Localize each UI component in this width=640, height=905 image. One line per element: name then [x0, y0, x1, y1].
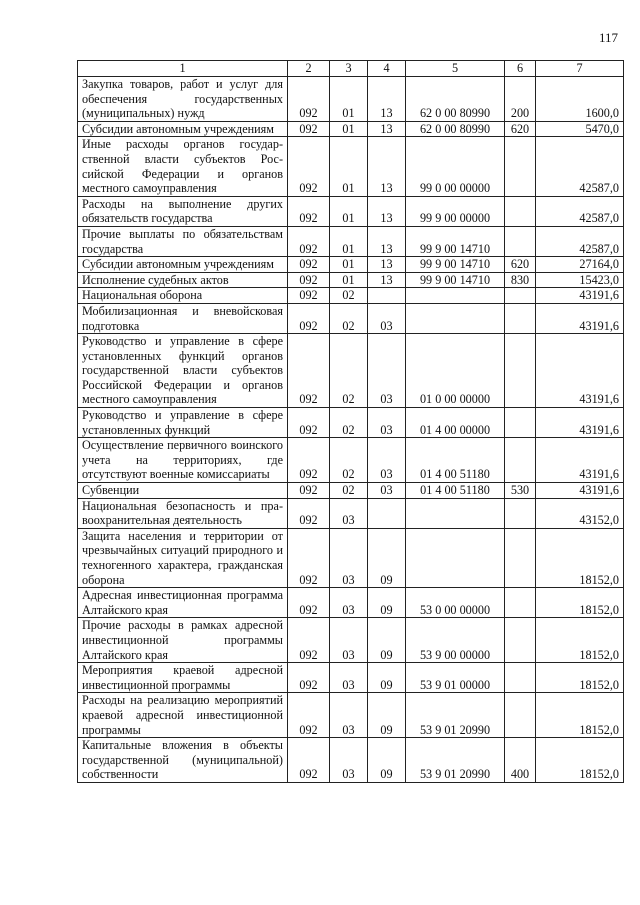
expense-type-cell [505, 438, 536, 483]
header-col-2: 2 [288, 61, 330, 77]
amount-cell: 15423,0 [536, 272, 624, 288]
expense-type-cell [505, 588, 536, 618]
table-row [78, 693, 624, 738]
header-col-5: 5 [406, 61, 505, 77]
department-code-cell: 092 [288, 77, 330, 122]
expense-name-cell: Осуществление первичного воинского учета на территориях, где отсутствуют военные комиссариаты [78, 438, 288, 483]
expense-name-cell: Расходы на выполнение других обязательств государства [78, 196, 288, 226]
department-code-cell: 092 [288, 438, 330, 483]
target-article-cell: 99 9 00 14710 [406, 257, 505, 273]
department-code-cell: 092 [288, 663, 330, 693]
subsection-code-cell: 13 [368, 121, 406, 137]
subsection-code-cell: 03 [368, 303, 406, 333]
expense-type-cell [505, 334, 536, 408]
subsection-code-cell: 13 [368, 196, 406, 226]
expense-type-cell: 400 [505, 738, 536, 783]
expense-name-cell: Иные расходы органов государственной власти субъектов Российской Федерации и органов местного самоуправления [78, 137, 288, 196]
header-col-3: 3 [330, 61, 368, 77]
department-code-cell: 092 [288, 226, 330, 256]
amount-cell: 43191,6 [536, 303, 624, 333]
target-article-cell: 53 9 00 00000 [406, 618, 505, 663]
subsection-code-cell: 13 [368, 137, 406, 196]
table-row [78, 77, 624, 122]
department-code-cell: 092 [288, 288, 330, 304]
table-row [78, 226, 624, 256]
expense-name-cell: Субсидии автономным учреждениям [78, 121, 288, 137]
subsection-code-cell: 13 [368, 226, 406, 256]
expense-name-cell: Субвенции [78, 483, 288, 499]
amount-cell: 43191,6 [536, 438, 624, 483]
expense-name-cell: Руководство и управление в сфере установленных функций органов государственной власти субъектов Российской Федерации и органов местного самоуправления [78, 334, 288, 408]
header-row [78, 61, 624, 77]
target-article-cell: 53 9 01 00000 [406, 663, 505, 693]
section-code-cell: 02 [330, 334, 368, 408]
expense-name-cell: Прочие выплаты по обязательствам государства [78, 226, 288, 256]
section-code-cell: 03 [330, 588, 368, 618]
expense-type-cell [505, 288, 536, 304]
section-code-cell: 03 [330, 693, 368, 738]
target-article-cell: 01 4 00 00000 [406, 408, 505, 438]
table-body [78, 77, 624, 783]
section-code-cell: 03 [330, 498, 368, 528]
section-code-cell: 01 [330, 121, 368, 137]
expense-type-cell [505, 498, 536, 528]
target-article-cell: 99 9 00 14710 [406, 226, 505, 256]
department-code-cell: 092 [288, 498, 330, 528]
header-col-6: 6 [505, 61, 536, 77]
department-code-cell: 092 [288, 303, 330, 333]
amount-cell: 27164,0 [536, 257, 624, 273]
target-article-cell: 01 4 00 51180 [406, 483, 505, 499]
target-article-cell [406, 303, 505, 333]
expense-type-cell [505, 303, 536, 333]
section-code-cell: 02 [330, 408, 368, 438]
target-article-cell: 62 0 00 80990 [406, 121, 505, 137]
expense-type-cell: 620 [505, 257, 536, 273]
table-row [78, 588, 624, 618]
section-code-cell: 02 [330, 438, 368, 483]
amount-cell: 1600,0 [536, 77, 624, 122]
section-code-cell: 02 [330, 303, 368, 333]
department-code-cell: 092 [288, 738, 330, 783]
amount-cell: 42587,0 [536, 196, 624, 226]
section-code-cell: 02 [330, 483, 368, 499]
subsection-code-cell: 09 [368, 618, 406, 663]
expense-name-cell: Капитальные вложения в объекты государственной (муниципальной) собственности [78, 738, 288, 783]
subsection-code-cell: 13 [368, 77, 406, 122]
section-code-cell: 01 [330, 137, 368, 196]
amount-cell: 43191,6 [536, 334, 624, 408]
expense-name-cell: Исполнение судебных актов [78, 272, 288, 288]
target-article-cell: 53 9 01 20990 [406, 738, 505, 783]
department-code-cell: 092 [288, 272, 330, 288]
section-code-cell: 01 [330, 257, 368, 273]
section-code-cell: 01 [330, 272, 368, 288]
table-row [78, 498, 624, 528]
department-code-cell: 092 [288, 528, 330, 587]
table-row [78, 121, 624, 137]
table-row [78, 618, 624, 663]
amount-cell: 43191,6 [536, 408, 624, 438]
table-row [78, 438, 624, 483]
expense-type-cell [505, 408, 536, 438]
subsection-code-cell: 13 [368, 257, 406, 273]
expense-name-cell: Закупка товаров, работ и услуг для обеспечения государственных (муниципальных) нужд [78, 77, 288, 122]
subsection-code-cell: 03 [368, 408, 406, 438]
subsection-code-cell: 03 [368, 438, 406, 483]
subsection-code-cell: 09 [368, 738, 406, 783]
subsection-code-cell: 03 [368, 334, 406, 408]
subsection-code-cell: 09 [368, 693, 406, 738]
section-code-cell: 03 [330, 738, 368, 783]
department-code-cell: 092 [288, 257, 330, 273]
expense-type-cell: 530 [505, 483, 536, 499]
amount-cell: 18152,0 [536, 738, 624, 783]
table-row [78, 663, 624, 693]
subsection-code-cell: 09 [368, 663, 406, 693]
expense-name-cell: Мобилизационная и вневойсковая подготовка [78, 303, 288, 333]
amount-cell: 18152,0 [536, 663, 624, 693]
subsection-code-cell [368, 498, 406, 528]
subsection-code-cell: 13 [368, 272, 406, 288]
department-code-cell: 092 [288, 588, 330, 618]
subsection-code-cell: 09 [368, 528, 406, 587]
expense-name-cell: Руководство и управление в сфере установленных функций [78, 408, 288, 438]
expense-name-cell: Адресная инвестиционная программа Алтайского края [78, 588, 288, 618]
expense-type-cell [505, 528, 536, 587]
expense-name-cell: Национальная оборона [78, 288, 288, 304]
amount-cell: 18152,0 [536, 618, 624, 663]
department-code-cell: 092 [288, 693, 330, 738]
target-article-cell: 01 0 00 00000 [406, 334, 505, 408]
table-row [78, 334, 624, 408]
expense-type-cell [505, 618, 536, 663]
subsection-code-cell: 03 [368, 483, 406, 499]
section-code-cell: 01 [330, 77, 368, 122]
target-article-cell: 99 0 00 00000 [406, 137, 505, 196]
table-row [78, 303, 624, 333]
department-code-cell: 092 [288, 408, 330, 438]
expense-type-cell: 830 [505, 272, 536, 288]
department-code-cell: 092 [288, 618, 330, 663]
table-row [78, 137, 624, 196]
expense-type-cell [505, 137, 536, 196]
header-col-4: 4 [368, 61, 406, 77]
target-article-cell: 01 4 00 51180 [406, 438, 505, 483]
budget-table [77, 60, 624, 783]
expense-name-cell: Мероприятия краевой адресной инвестиционной программы [78, 663, 288, 693]
table-row [78, 738, 624, 783]
target-article-cell: 53 9 01 20990 [406, 693, 505, 738]
table-row [78, 196, 624, 226]
department-code-cell: 092 [288, 334, 330, 408]
section-code-cell: 01 [330, 226, 368, 256]
header-col-7: 7 [536, 61, 624, 77]
expense-type-cell [505, 663, 536, 693]
amount-cell: 43191,6 [536, 288, 624, 304]
expense-type-cell [505, 226, 536, 256]
section-code-cell: 02 [330, 288, 368, 304]
expense-name-cell: Защита населения и территории от чрезвычайных ситуаций природного и техногенного характера, гражданская оборона [78, 528, 288, 587]
table-row [78, 272, 624, 288]
expense-name-cell: Прочие расходы в рамках адресной инвестиционной программы Алтайского края [78, 618, 288, 663]
amount-cell: 43152,0 [536, 498, 624, 528]
section-code-cell: 03 [330, 663, 368, 693]
table-row [78, 288, 624, 304]
subsection-code-cell [368, 288, 406, 304]
department-code-cell: 092 [288, 137, 330, 196]
amount-cell: 5470,0 [536, 121, 624, 137]
amount-cell: 42587,0 [536, 226, 624, 256]
expense-type-cell [505, 196, 536, 226]
department-code-cell: 092 [288, 121, 330, 137]
target-article-cell: 99 9 00 00000 [406, 196, 505, 226]
amount-cell: 18152,0 [536, 693, 624, 738]
expense-type-cell: 620 [505, 121, 536, 137]
expense-type-cell: 200 [505, 77, 536, 122]
table-row [78, 408, 624, 438]
department-code-cell: 092 [288, 196, 330, 226]
department-code-cell: 092 [288, 483, 330, 499]
section-code-cell: 01 [330, 196, 368, 226]
target-article-cell [406, 498, 505, 528]
amount-cell: 18152,0 [536, 528, 624, 587]
subsection-code-cell: 09 [368, 588, 406, 618]
expense-name-cell: Национальная безопасность и правоохранительная деятельность [78, 498, 288, 528]
amount-cell: 42587,0 [536, 137, 624, 196]
expense-name-cell: Субсидии автономным учреждениям [78, 257, 288, 273]
table-row [78, 257, 624, 273]
section-code-cell: 03 [330, 528, 368, 587]
amount-cell: 18152,0 [536, 588, 624, 618]
target-article-cell [406, 528, 505, 587]
expense-type-cell [505, 693, 536, 738]
target-article-cell: 99 9 00 14710 [406, 272, 505, 288]
header-col-1: 1 [78, 61, 288, 77]
table-row [78, 528, 624, 587]
page-number: 117 [598, 30, 618, 45]
section-code-cell: 03 [330, 618, 368, 663]
target-article-cell: 62 0 00 80990 [406, 77, 505, 122]
target-article-cell: 53 0 00 00000 [406, 588, 505, 618]
target-article-cell [406, 288, 505, 304]
expense-name-cell: Расходы на реализацию мероприятий краевой адресной инвестиционной программы [78, 693, 288, 738]
amount-cell: 43191,6 [536, 483, 624, 499]
table-row [78, 483, 624, 499]
